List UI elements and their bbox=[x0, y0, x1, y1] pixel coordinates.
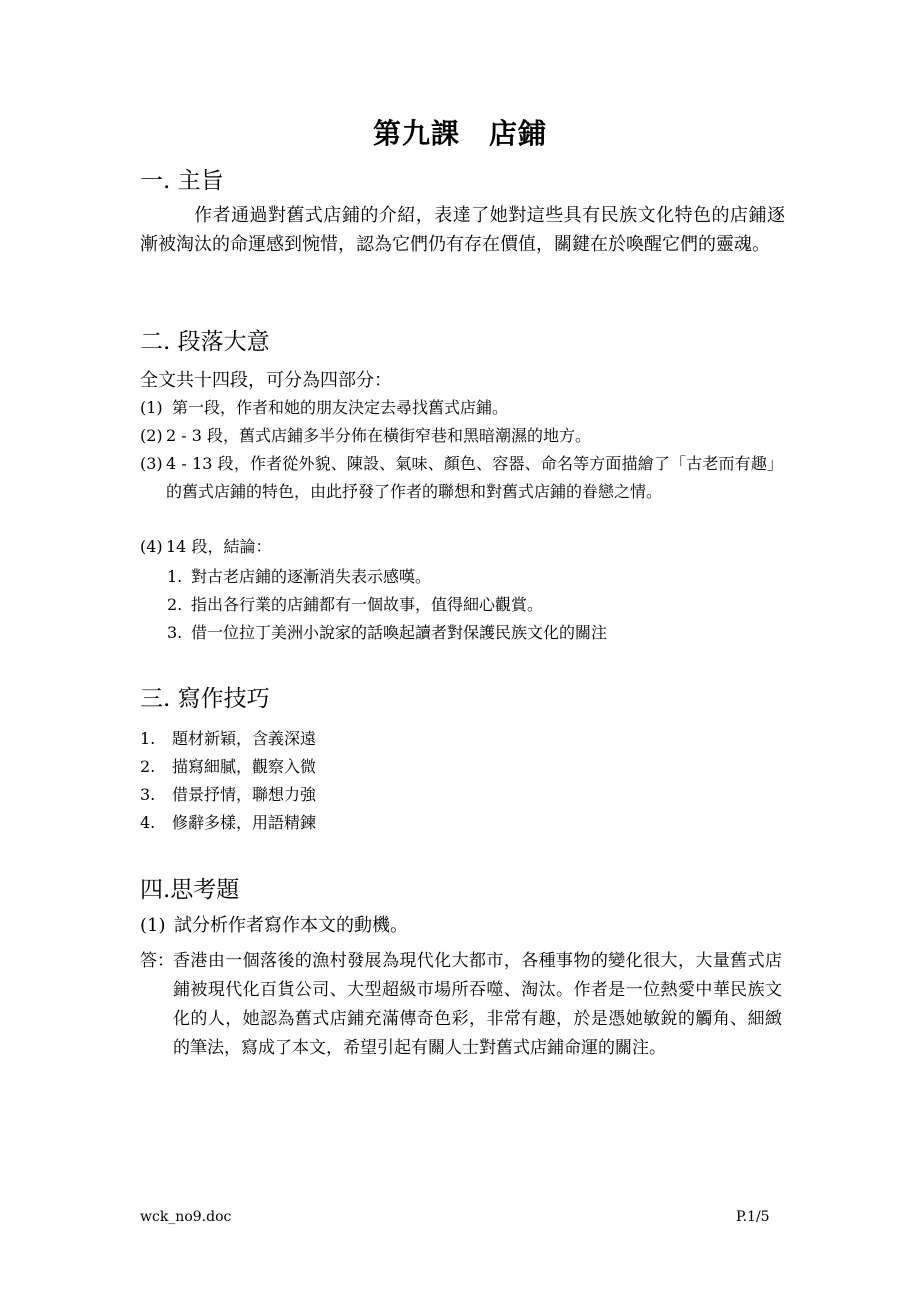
question-label: (1) bbox=[140, 915, 166, 936]
summary-item-text: 第一段，作者和她的朋友決定去尋找舊式店鋪。 bbox=[172, 398, 509, 417]
conclusion-point-text: 對古老店鋪的逐漸消失表示感嘆。 bbox=[191, 567, 432, 586]
summary-item-text: 4 - 13 段，作者從外貌、陳設、氣味、顏色、容器、命名等方面描繪了「古老而有趣」的舊式店鋪的特色，由此抒發了作者的聯想和對舊式店鋪的眷戀之情。 bbox=[166, 454, 783, 501]
theme-paragraph bbox=[140, 201, 785, 259]
page-title: 第九課 店鋪 bbox=[372, 117, 547, 150]
section-heading-theme: 一. 主旨 bbox=[140, 168, 224, 194]
technique-number: 2. bbox=[140, 757, 156, 776]
answer-text: 香港由一個落後的漁村發展為現代化大都市，各種事物的變化很大，大量舊式店鋪被現代化百貨公司、大型超級市場所吞噬、淘汰。作者是一位熱愛中華民族文化的人，她認為舊式店鋪充滿傳奇色彩，非常有趣，於是憑她敏銳的觸角、細緻的筆法，寫成了本文，希望引起有關人士對舊式店鋪命運的關注。 bbox=[173, 951, 782, 1058]
conclusion-point-number: 1. bbox=[167, 567, 183, 586]
conclusion-point-text: 指出各行業的店鋪都有一個故事，值得細心觀賞。 bbox=[191, 595, 544, 614]
conclusion-point bbox=[167, 592, 543, 615]
summary-item bbox=[140, 394, 785, 422]
section-heading-paragraph-summary: 二. 段落大意 bbox=[140, 329, 270, 355]
technique-number: 1. bbox=[140, 729, 156, 748]
technique-text: 描寫細膩，觀察入微 bbox=[172, 757, 317, 776]
conclusion-point-number: 2. bbox=[167, 595, 183, 614]
summary-item bbox=[140, 533, 785, 561]
technique-item bbox=[140, 726, 316, 749]
technique-item bbox=[140, 754, 316, 777]
conclusion-point-text: 借一位拉丁美洲小說家的話喚起讀者對保護民族文化的關注 bbox=[191, 623, 608, 642]
conclusion-point bbox=[167, 564, 431, 587]
summary-item-label: (2) bbox=[140, 426, 163, 445]
summary-item-text: 2 - 3 段，舊式店鋪多半分佈在橫街窄巷和黑暗潮濕的地方。 bbox=[166, 426, 592, 445]
summary-item-label: (3) bbox=[140, 454, 163, 473]
answer-block bbox=[140, 947, 782, 1063]
technique-item bbox=[140, 782, 316, 805]
summary-item bbox=[140, 450, 783, 506]
section-heading-discussion-questions: 四.思考題 bbox=[140, 877, 240, 903]
question-text: 試分析作者寫作本文的動機。 bbox=[174, 915, 408, 936]
technique-number: 3. bbox=[140, 785, 156, 804]
technique-number: 4. bbox=[140, 813, 156, 832]
summary-item-label: (1) bbox=[140, 398, 163, 417]
footer-page-number: P.1/5 bbox=[736, 1209, 770, 1225]
conclusion-point-number: 3. bbox=[167, 623, 183, 642]
summary-item-label: (4) bbox=[140, 537, 163, 556]
summary-item bbox=[140, 422, 785, 450]
answer-label: 答： bbox=[140, 951, 174, 971]
conclusion-point bbox=[167, 620, 607, 643]
footer-filename: wck_no9.doc bbox=[140, 1209, 232, 1225]
question bbox=[140, 911, 408, 937]
technique-text: 修辭多樣，用語精鍊 bbox=[172, 813, 317, 832]
technique-text: 借景抒情，聯想力強 bbox=[172, 785, 317, 804]
summary-intro: 全文共十四段，可分為四部分： bbox=[140, 370, 392, 391]
summary-item-text: 14 段，結論： bbox=[166, 537, 272, 556]
section-heading-writing-techniques: 三. 寫作技巧 bbox=[140, 686, 270, 712]
theme-text: 作者通過對舊式店鋪的介紹，表達了她對這些具有民族文化特色的店鋪逐漸被淘汰的命運感到惋惜，認為它們仍有存在價值，關鍵在於喚醒它們的靈魂。 bbox=[140, 205, 785, 255]
technique-item bbox=[140, 810, 316, 833]
technique-text: 題材新穎，含義深遠 bbox=[172, 729, 317, 748]
